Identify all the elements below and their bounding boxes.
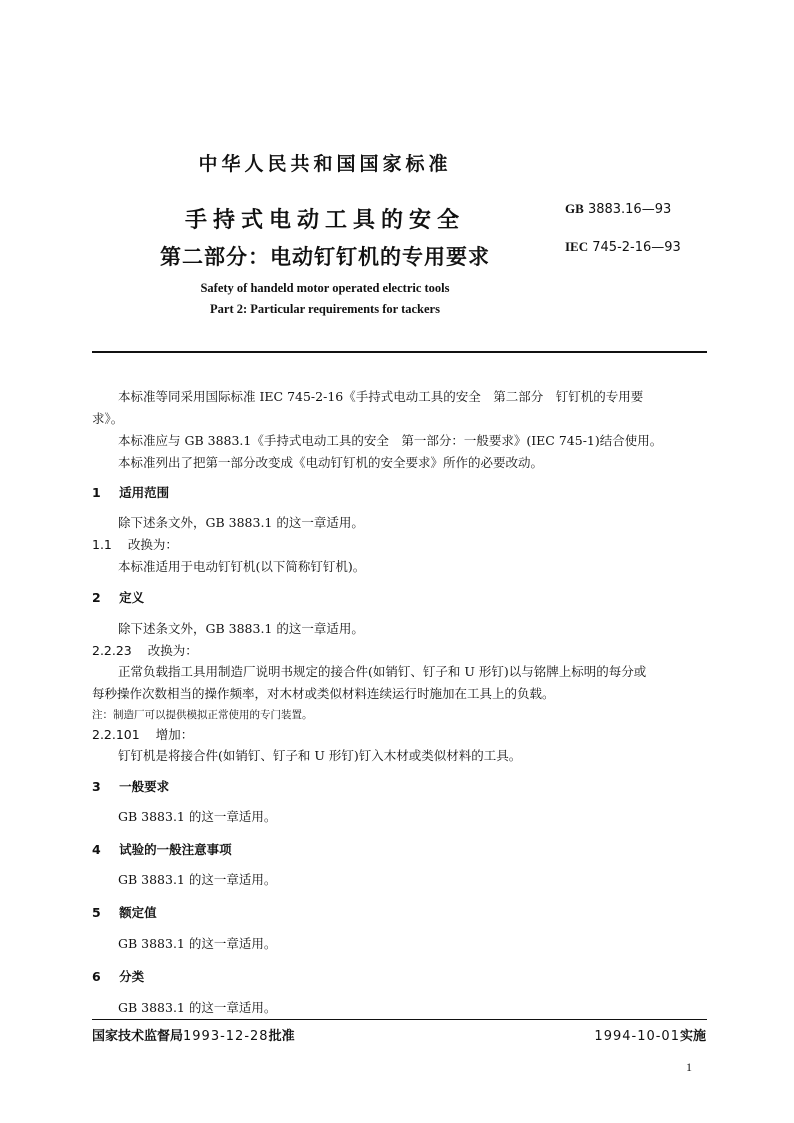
clause-1-1-heading	[92, 535, 178, 553]
intro-paragraph-3: 本标准列出了把第一部分改变成《电动钉钉机的安全要求》所作的必要改动。	[118, 455, 544, 470]
section-title: 定义	[119, 590, 145, 605]
approval-authority: 国家技术监督局	[92, 1029, 184, 1044]
clause-2-2-23-note: 注：制造厂可以提供模拟正常使用的专门装置。	[92, 709, 313, 721]
section-1-heading	[92, 483, 169, 501]
section-title: 试验的一般注意事项	[119, 842, 232, 857]
clause-2-2-101-heading	[92, 725, 193, 743]
intro-paragraph-1-line2: 求》。	[92, 411, 124, 426]
title-chinese-line1: 手持式电动工具的安全	[184, 208, 465, 233]
approval-line	[92, 1025, 295, 1044]
section-4-heading	[92, 840, 232, 858]
gb-prefix: GB	[565, 201, 584, 216]
section-6-text: GB 3883.1 的这一章适用。	[118, 1000, 277, 1015]
effective-line	[594, 1025, 706, 1044]
clause-2-2-101-text: 钉钉机是将接合件(如销钉、钉子和 U 形钉)钉入木材或类似材料的工具。	[118, 748, 522, 763]
effective-suffix: 实施	[679, 1029, 706, 1044]
section-number: 5	[92, 905, 101, 920]
section-number: 6	[92, 969, 101, 984]
section-1-text: 除下述条文外，GB 3883.1 的这一章适用。	[118, 515, 364, 530]
title-chinese-line2: 第二部分：电动钉钉机的专用要求	[160, 245, 490, 269]
clause-1-1-text: 本标准适用于电动钉钉机(以下简称钉钉机)。	[118, 559, 366, 574]
clause-label: 改换为：	[127, 537, 178, 552]
section-number: 3	[92, 779, 101, 794]
approval-date: 1993-12-28	[183, 1029, 269, 1044]
gb-number: 3883.16—93	[587, 202, 672, 217]
page-number: 1	[686, 1060, 692, 1074]
intro-paragraph-1-line1: 本标准等同采用国际标准 IEC 745-2-16《手持式电动工具的安全 第二部分 钉钉机的专用要	[118, 389, 644, 404]
iec-number: 745-2-16—93	[592, 240, 681, 255]
iec-prefix: IEC	[565, 239, 589, 254]
clause-2-2-23-text-line2: 每秒操作次数相当的操作频率，对木材或类似材料连续运行时施加在工具上的负载。	[92, 686, 555, 701]
clause-label: 改换为：	[147, 643, 198, 658]
iec-code	[565, 239, 681, 255]
clause-number: 2.2.101	[92, 727, 140, 742]
section-5-text: GB 3883.1 的这一章适用。	[118, 936, 277, 951]
english-title-line1: Safety of handeld motor operated electric tools	[200, 281, 450, 295]
section-3-heading	[92, 777, 169, 795]
gb-code	[565, 201, 671, 217]
section-number: 1	[92, 485, 101, 500]
section-2-heading	[92, 588, 144, 606]
approval-suffix: 批准	[268, 1029, 295, 1044]
section-title: 分类	[119, 969, 145, 984]
section-number: 4	[92, 842, 101, 857]
clause-number: 1.1	[92, 537, 112, 552]
section-3-text: GB 3883.1 的这一章适用。	[118, 809, 277, 824]
section-title: 适用范围	[119, 485, 170, 500]
section-2-text: 除下述条文外，GB 3883.1 的这一章适用。	[118, 621, 364, 636]
section-number: 2	[92, 590, 101, 605]
header-divider	[92, 351, 707, 353]
section-title: 额定值	[119, 905, 157, 920]
footer-divider	[92, 1019, 707, 1020]
clause-number: 2.2.23	[92, 643, 132, 658]
national-standard-heading: 中华人民共和国国家标准	[198, 153, 452, 175]
section-title: 一般要求	[119, 779, 170, 794]
section-5-heading	[92, 903, 157, 921]
intro-paragraph-2: 本标准应与 GB 3883.1《手持式电动工具的安全 第一部分：一般要求》(IEC 745-1)结合使用。	[118, 433, 663, 448]
section-6-heading	[92, 967, 144, 985]
clause-2-2-23-text-line1: 正常负载指工具用制造厂说明书规定的接合件(如销钉、钉子和 U 形钉)以与铭牌上标明的每分或	[118, 664, 647, 679]
clause-label: 增加：	[155, 727, 194, 742]
clause-2-2-23-heading	[92, 641, 198, 659]
english-title-line2: Part 2: Particular requirements for tackers	[210, 302, 440, 316]
section-4-text: GB 3883.1 的这一章适用。	[118, 872, 277, 887]
effective-date: 1994-10-01	[594, 1029, 680, 1044]
